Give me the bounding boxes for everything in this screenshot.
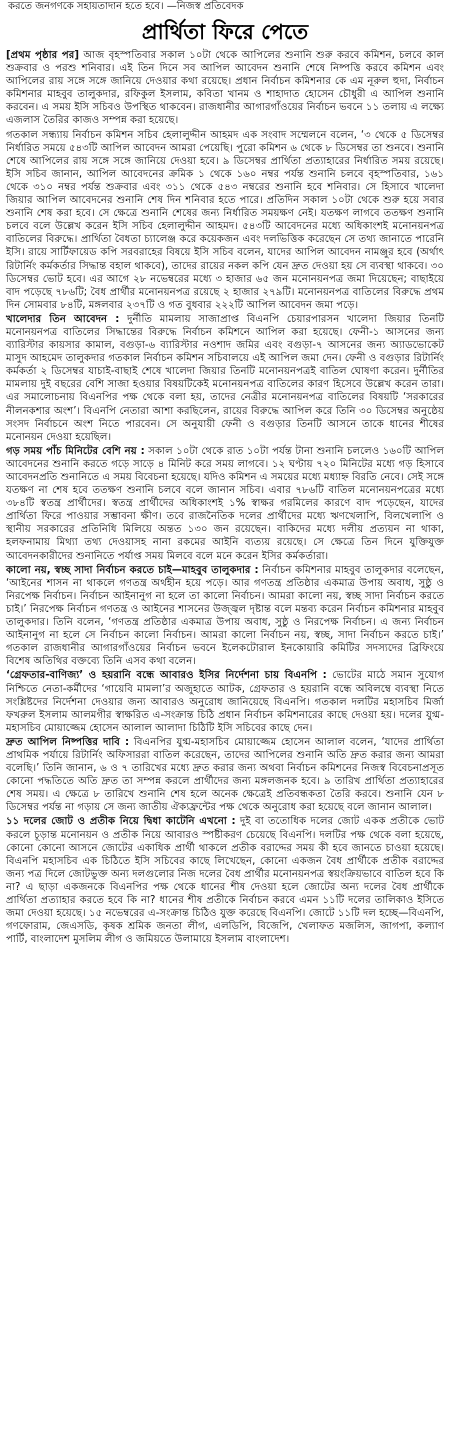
article-paragraph (6, 669, 444, 734)
continuation-marker: [প্রথম পৃষ্ঠার পর] (6, 50, 80, 61)
subheading: ১১ দলের জোট ও প্রতীক নিয়ে দ্বিধা কাটেনি এখনো : (6, 816, 236, 828)
article-paragraph (6, 815, 444, 946)
paragraph-text: সকাল ১০টা থেকে রাত ১০টা পর্যন্ত টানা শুনানি চললেও ১৬০টি আপিল আবেদনের শুনানি করতে গড়ে সাড়ে ৪ মিনিট করে সময় লাগবে। ১২ ঘণ্টায় ৭২০ মিনিটের মধ্যে গড় হিসাবে আবেদনপ্রতি শুনানিতে এ সময় বিবেচনা হয়েছে। যদিও কমিশন এ সময়ের মধ্যে মধ্যাহ্ন বিরতি নেবে। সেই সঙ্গে যতক্ষণ না শেষ হবে ততক্ষণ শুনানি চলবে বলে জানান সচিব। এবার ৭৮৬টি বাতিল মনোনয়নপত্রের মধ্যে ৩৮৪টি স্বতন্ত্র প্রার্থীদের। স্বতন্ত্র প্রার্থীদের অধিকাংশই ১% স্বাক্ষর গরমিলের কারণে বাদ পড়েছেন, যাদের প্রার্থিতা ফিরে পাওয়ার সম্ভাবনা ক্ষীণ। তবে রাজনৈতিক দলের প্রার্থীদের মধ্যে ঋণখেলাপি, বিলখেলাপি ও স্থানীয় সরকারের প্রতিনিধি মিলিয়ে অন্তত ১৩০ জন রয়েছেন। বাকিদের মধ্যে দলীয় প্রত্যয়ন না থাকা, হলফনামায় মিথ্যা তথ্য দেওয়াসহ নানা রকমের আইনি ব্যত্যয় রয়েছে। সে ক্ষেত্রে তিন দিনে যুক্তিযুক্ত আবেদনকারীদের শুনানিতে পর্যাপ্ত সময় মিলবে বলে মনে করেন ইসির কর্মকর্তারা। (6, 445, 445, 562)
article-paragraph (6, 564, 444, 669)
previous-article-tail: করতে জনগণকে সহায়তাদান হতে হবে। —নিজস্ব প্রতিবেদক (8, 1, 244, 12)
subheading: কালো নয়, স্বচ্ছ সাদা নির্বাচন করতে চাই—মাহবুব তালুকদার : (6, 564, 259, 576)
article-body (0, 49, 450, 946)
article-paragraph (6, 445, 444, 563)
paragraph-text: দুই বা ততোধিক দলের জোট একক প্রতীকে ভোট করলে চূড়ান্ত মনোনয়ন ও প্রতীক নিয়ে আবারও স্পষ্টীকরণ চেয়েছে বিএনপি। দলটির পক্ষ থেকে বলা হয়েছে, কোনো কোনো আসনে জোটের একাধিক প্রার্থী থাকলে প্রতীক বরাদ্দের সময় কী হবে জানতে চাওয়া হয়েছে। বিএনপি মহাসচিব এক চিঠিতে ইসি সচিবের কাছে লিখেছেন, কোনো একজন বৈধ প্রার্থীকে প্রতীক বরাদ্দের জন্য পত্র দিলে জোটভুক্ত অন্য দলগুলোর নিজ দলের বৈধ প্রার্থীর মনোনয়নপত্র স্বয়ংক্রিয়ভাবে বাতিল হবে কি না? এ ছাড়া একজনকে বিএনপির পক্ষ থেকে ধানের শীষ দেওয়া হলে জোটের অন্য দলের বৈধ প্রার্থীকে প্রার্থিতা প্রত্যাহার করতে হবে কি না? ধানের শীষ প্রতীকে নির্বাচন করবে এমন ১১টি দলের তালিকাও ইসিতে জমা দেওয়া হয়েছে। ১৫ নভেম্বরের এ-সংক্রান্ত চিঠিও যুক্ত করেছে বিএনপি। জোটে ১১টি দল হচ্ছে—বিএনপি, গণফোরাম, জেএসডি, কৃষক শ্রমিক জনতা লীগ, এলডিপি, বিজেপি, খেলাফত মজলিস, জাগপা, কল্যাণ পার্টি, বাংলাদেশ মুসলিম লীগ ও জমিয়তে উলামায়ে ইসলাম বাংলাদেশ। (6, 816, 445, 946)
article-paragraph (6, 49, 444, 128)
paragraph-text: নির্বাচন কমিশনার মাহবুব তালুকদার বলেছেন, ‘আইনের শাসন না থাকলে গণতন্ত্র অর্থহীন হয়ে পড়ে। আর গণতন্ত্র প্রতিষ্ঠার একমাত্র উপায় অবাধ, সুষ্ঠু ও নিরপেক্ষ নির্বাচন। নির্বাচন আইনানুগ না হলে তা কালো নির্বাচন। আমরা কালো নয়, স্বচ্ছ সাদা নির্বাচন করতে চাই।’ নিরপেক্ষ নির্বাচন গণতন্ত্র ও আইনের শাসনের উজ্জ্বল দৃষ্টান্ত বলে মন্তব্য করেন নির্বাচন কমিশনার মাহবুব তালুকদার। তিনি বলেন, ‘গণতন্ত্র প্রতিষ্ঠার একমাত্র উপায় অবাধ, সুষ্ঠু ও নিরপেক্ষ নির্বাচন। এ জন্য নির্বাচন আইনানুগ না হলে সে নির্বাচন কালো নির্বাচন। আমরা কালো নির্বাচন নয়, স্বচ্ছ, সাদা নির্বাচন করতে চাই।’ গতকাল রাজধানীর আগারগাঁওয়ের নির্বাচন ভবনে ইলেকটোরাল ইনকোয়ারি কমিটির সদস্যদের ব্রিফিংয়ে বিশেষ অতিথির বক্তব্যে তিনি এসব কথা বলেন। (6, 564, 445, 668)
article-paragraph (6, 129, 444, 312)
paragraph-text: বিএনপির যুগ্ম-মহাসচিব মোয়াজ্জেম হোসেন আলাল বলেন, ‘যাদের প্রার্থিতা প্রাথমিক পর্যায়ে রিটার্নিং অফিসাররা বাতিল করেছেন, তাদের আপিলের শুনানি অতি দ্রুত করার জন্য আমরা বলেছি।’ তিনি জানান, ৬ ও ৭ তারিখের মধ্যে দ্রুত করার জন্য অথবা নির্বাচন কমিশনের নিজস্ব বিবেচনাপ্রসূত কোনো পদ্ধতিতে অতি দ্রুত তা সম্পন্ন করলে প্রার্থীদের জন্য মঙ্গলজনক হবে। ৯ তারিখ প্রার্থিতা প্রত্যাহারের শেষ সময়। এ ক্ষেত্রে ৮ তারিখে শুনানি শেষ হলে অনেক ক্ষেত্রেই প্রতিবন্ধকতা তৈরি করবে। শুনানি যেন ৮ ডিসেম্বর পর্যন্ত না গড়ায় সে জন্য জাতীয় ঐক্যফ্রন্টের পক্ষ থেকে অনুরোধ করা হয়েছে বলে জানান আলাল। (6, 736, 445, 814)
subheading: খালেদার তিন আবেদন : (6, 313, 120, 325)
paragraph-text: আজ বৃহস্পতিবার সকাল ১০টা থেকে আপিলের শুনানি শুরু করবে কমিশন, চলবে কাল শুক্রবার ও পরশু শনিবার। এই তিন দিনে সব আপিল আবেদন শুনানি শেষে নিষ্পত্তি করবে কমিশন এবং আপিলের রায় সঙ্গে সঙ্গে জানিয়ে দেওয়ার কথা রয়েছে। প্রধান নির্বাচন কমিশনার কে এম নূরুল হুদা, নির্বাচন কমিশনার মাহবুব তালুকদার, রফিকুল ইসলাম, কবিতা খানম ও শাহাদাত হোসেন চৌধুরী এ আপিল শুনানি করবেন। এ সময় ইসি সচিবও উপস্থিত থাকবেন। রাজধানীর আগারগাঁওয়ের নির্বাচন ভবনে ১১ তলায় এ লক্ষ্যে এজলাস তৈরির কাজও সম্পন্ন করা হয়েছে। (6, 50, 444, 127)
article-headline: প্রার্থিতা ফিরে পেতে (141, 20, 309, 44)
article-paragraph (6, 313, 444, 444)
subheading: গড় সময় পাঁচ মিনিটের বেশি নয় : (6, 445, 145, 457)
article-paragraph (6, 736, 444, 815)
paragraph-text: ভোটের মাঠে সমান সুযোগ নিশ্চিতে নেতা-কর্মীদের ‘গায়েবি মামলা’র অজুহাতে আটক, গ্রেফতার ও হয়রানি বন্ধে অবিলম্বে ব্যবস্থা নিতে সংশ্লিষ্টদের নির্দেশনা দেওয়ার জন্য আবারও অনুরোধ জানিয়েছে বিএনপি। গতকাল দলটির মহাসচিব মির্জা ফখরুল ইসলাম আলমগীর স্বাক্ষরিত এ-সংক্রান্ত চিঠি প্রধান নির্বাচন কমিশনারের কাছে দেওয়া হয়। দলের যুগ্ম-মহাসচিব মোয়াজ্জেম হোসেন আলাল আলাদা চিঠিটি ইসি সচিবের কাছে দেন। (6, 670, 444, 734)
subheading: দ্রুত আপিল নিষ্পত্তির দাবি : (6, 736, 130, 748)
subheading: ‘গ্রেফতার-বাণিজ্য’ ও হয়রানি বন্ধে আবারও ইসির নির্দেশনা চায় বিএনপি : (6, 670, 327, 682)
paragraph-text: দুর্নীতি মামলায় সাজাপ্রাপ্ত বিএনপি চেয়ারপারসন খালেদা জিয়ার তিনটি মনোনয়নপত্র বাতিলের সিদ্ধান্তের বিরুদ্ধে নির্বাচন কমিশনে আপিল করা হয়েছে। ফেনী-১ আসনের জন্য ব্যারিস্টার কায়সার কামাল, বগুড়া-৬ ব্যারিস্টার নওশাদ জমির এবং বগুড়া-৭ আসনের জন্য অ্যাডভোকেট মাসুদ আহমেদ তালুকদার গতকাল নির্বাচন কমিশন সচিবালয়ে এই আপিল জমা দেন। ফেনী ও বগুড়ার রিটার্নিং কর্মকর্তা ২ ডিসেম্বর যাচাই-বাছাই শেষে খালেদা জিয়ার তিনটি মনোনয়নপত্রই বাতিল ঘোষণা করেন। দুর্নীতির মামলায় দুই বছরের বেশি সাজা হওয়ার বিষয়টিকেই মনোনয়নপত্র বাতিলের কারণ হিসেবে উল্লেখ করেন তারা। এর সমালোচনায় বিএনপির পক্ষ থেকে বলা হয়, তাদের নেত্রীর মনোনয়নপত্র বাতিলের বিষয়টি ‘সরকারের নীলনকশার অংশ’। বিএনপি নেতারা আশা করছিলেন, রায়ের বিরুদ্ধে আপিল করে তিনি ৩০ ডিসেম্বর অনুষ্ঠেয় সংসদ নির্বাচনে অংশ নিতে পারবেন। সে অনুযায়ী ফেনী ও বগুড়ার তিনটি আসনে তাকে ধানের শীষের মনোনয়ন দেওয়া হয়েছিল। (6, 313, 445, 443)
paragraph-text: গতকাল সন্ধ্যায় নির্বাচন কমিশন সচিব হেলালুদ্দীন আহমদ এক সংবাদ সম্মেলনে বলেন, ‘৩ থেকে ৫ ডিসেম্বর নির্ধারিত সময়ে ৫৪৩টি আপিল আবেদন আমরা পেয়েছি। পুরো কমিশন ৬ থেকে ৮ ডিসেম্বর তা শুনবে। শুনানি শেষে আপিলের রায় সঙ্গে সঙ্গে জানিয়ে দেওয়া হবে। ৯ ডিসেম্বর প্রার্থিতা প্রত্যাহারের নির্ধারিত সময় রয়েছে। ইসি সচিব জানান, আপিল আবেদনের ক্রমিক ১ থেকে ১৬০ নম্বর পর্যন্ত শুনানি চলবে বৃহস্পতিবার, ১৬১ থেকে ৩১০ নম্বর পর্যন্ত শুক্রবার এবং ৩১১ থেকে ৫৪৩ নম্বরের শুনানি হবে শনিবার। সে হিসাবে খালেদা জিয়ার আপিল আবেদনের শুনানি শেষ দিন শনিবার হতে পারে। প্রতিদিন সকাল ১০টা থেকে শুরু হয়ে সবার শুনানি শেষ করা হবে। সে ক্ষেত্রে শুনানি শেষের জন্য নির্ধারিত সময়ক্ষণ নেই। যতক্ষণ লাগবে ততক্ষণ শুনানি চলবে বলে উল্লেখ করেন ইসি সচিব হেলালুদ্দীন আহমদ। ৫৪৩টি আবেদনের মধ্যে অধিকাংশই মনোনয়নপত্র বাতিলের বিরুদ্ধে। প্রার্থিতা বৈধতা চ্যালেঞ্জ করে কয়েকজন এবং দলভিত্তিক করেছেন সে তথ্য জানাতে পারেনি ইসি। রায়ে সার্টিফায়েড কপি সরবরাহের বিষয়ে ইসি সচিব বলেন, যাদের আপিল আবেদন নামঞ্জুর হবে (অর্থাৎ রিটার্নিং কর্মকর্তার সিদ্ধান্ত বহাল থাকবে), তাদের রায়ের নকল কপি যেন দ্রুত দেওয়া হয় সে ব্যবস্থা থাকবে। ৩০ ডিসেম্বর ভোট হবে। এর আগে ২৮ নভেম্বরের মধ্যে ৩ হাজার ৬৫ জন মনোনয়নপত্র জমা দিয়েছেন; বাছাইয়ে বাদ পড়েছে ৭৮৬টি; বৈধ প্রার্থীর মনোনয়নপত্র রয়েছে ২ হাজার ২৭৯টি। মনোনয়নপত্র বাতিলের বিরুদ্ধে প্রথম দিন সোমবার ৮৪টি, মঙ্গলবার ২৩৭টি ও গত বুধবার ২২২টি আপিল আবেদন জমা পড়ে। (6, 129, 444, 311)
